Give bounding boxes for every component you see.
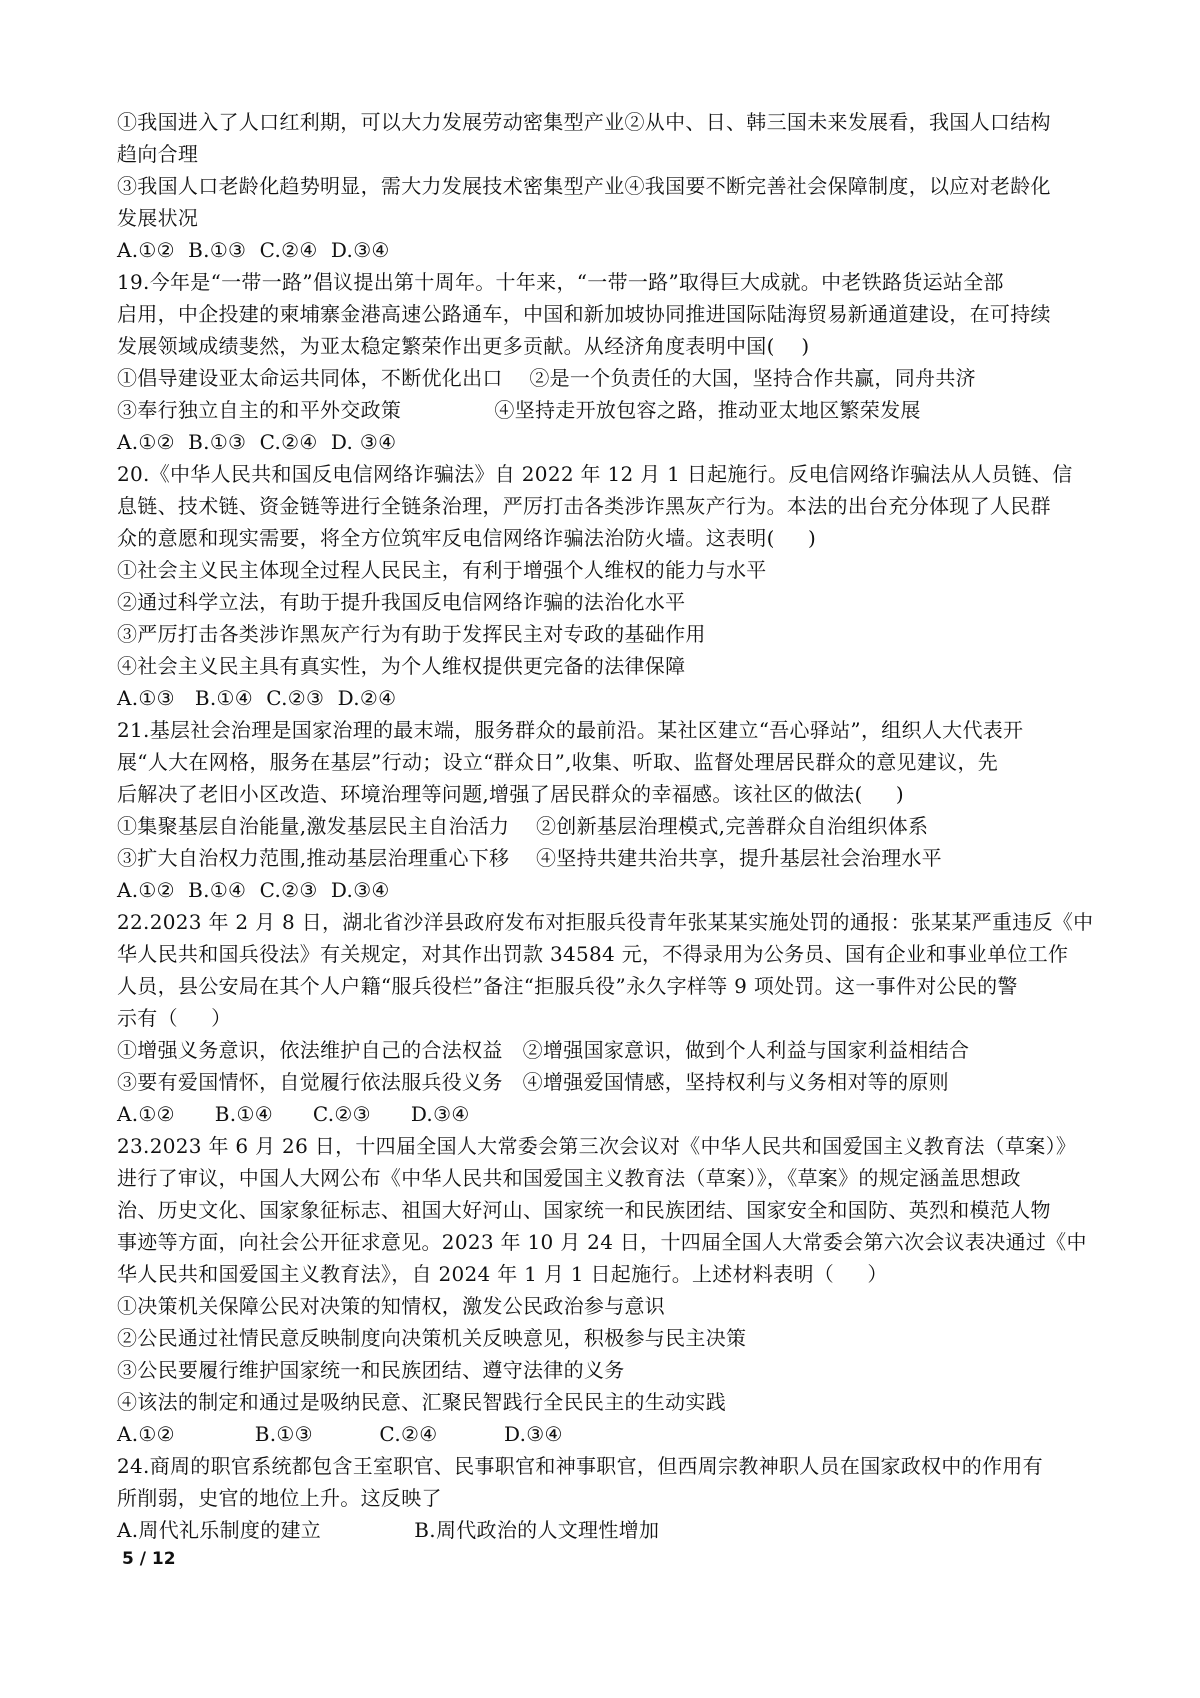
answer-options: A.①② B.①④ C.②③ D.③④ <box>117 878 390 902</box>
text-line: 人员，县公安局在其个人户籍“服兵役栏”备注“拒服兵役”永久字样等 9 项处罚。这一事件对公民的警 <box>117 974 1018 998</box>
text-line: ①倡导建设亚太命运共同体，不断优化出口 ②是一个负责任的大国，坚持合作共赢，同舟共济 <box>117 366 976 390</box>
text-line: ②公民通过社情民意反映制度向决策机关反映意见，积极参与民主决策 <box>117 1326 747 1350</box>
answer-options: A.①③ B.①④ C.②③ D.②④ <box>117 686 397 710</box>
text-line: 众的意愿和现实需要，将全方位筑牢反电信网络诈骗法治防火墙。这表明( ) <box>117 526 817 550</box>
text-line: 华人民共和国兵役法》有关规定，对其作出罚款 34584 元，不得录用为公务员、国有企业和事业单位工作 <box>117 942 1069 966</box>
text-line: ②通过科学立法，有助于提升我国反电信网络诈骗的法治化水平 <box>117 590 686 614</box>
question-21: 21.基层社会治理是国家治理的最末端，服务群众的最前沿。某社区建立“吾心驿站”，组织人大代表开 <box>117 718 1024 742</box>
text-line: ①决策机关保障公民对决策的知情权，激发公民政治参与意识 <box>117 1294 666 1318</box>
question-24: 24.商周的职官系统都包含王室职官、民事职官和神事职官，但西周宗教神职人员在国家政权中的作用有 <box>117 1454 1043 1478</box>
text-line: 趋向合理 <box>117 142 199 166</box>
text-line: 展“人大在网格，服务在基层”行动；设立“群众日”,收集、听取、监督处理居民群众的意见建议，先 <box>117 750 999 774</box>
text-line: ①我国进入了人口红利期，可以大力发展劳动密集型产业②从中、日、韩三国未来发展看，我国人口结构 <box>117 110 1051 134</box>
text-line: ③公民要履行维护国家统一和民族团结、遵守法律的义务 <box>117 1358 625 1382</box>
text-line: ③要有爱国情怀，自觉履行依法服兵役义务 ④增强爱国情感，坚持权利与义务相对等的原则 <box>117 1070 949 1094</box>
text-line: 所削弱，史官的地位上升。这反映了 <box>117 1486 442 1510</box>
text-line: ③我国人口老龄化趋势明显，需大力发展技术密集型产业④我国要不断完善社会保障制度，以应对老龄化 <box>117 174 1051 198</box>
text-line: ①增强义务意识，依法维护自己的合法权益 ②增强国家意识，做到个人利益与国家利益相结合 <box>117 1038 970 1062</box>
text-line: ①社会主义民主体现全过程人民民主，有利于增强个人维权的能力与水平 <box>117 558 767 582</box>
answer-options: A.①② B.①③ C.②④ D.③④ <box>117 1422 563 1446</box>
answer-options: A.周代礼乐制度的建立 B.周代政治的人文理性增加 <box>117 1518 660 1542</box>
text-line: 进行了审议，中国人大网公布《中华人民共和国爱国主义教育法（草案）》，《草案》的规定涵盖思想政 <box>117 1166 1021 1190</box>
text-line: 后解决了老旧小区改造、环境治理等问题,增强了居民群众的幸福感。该社区的做法( ) <box>117 782 904 806</box>
answer-options: A.①② B.①③ C.②④ D. ③④ <box>117 430 397 454</box>
answer-options: A.①② B.①④ C.②③ D.③④ <box>117 1102 470 1126</box>
document-page <box>117 106 1097 1546</box>
text-line: 发展状况 <box>117 206 199 230</box>
text-line: ③严厉打击各类涉诈黑灰产行为有助于发挥民主对专政的基础作用 <box>117 622 706 646</box>
page-number: 5 / 12 <box>122 1549 176 1569</box>
text-line: ③奉行独立自主的和平外交政策 ④坚持走开放包容之路，推动亚太地区繁荣发展 <box>117 398 921 422</box>
text-line: 启用，中企投建的柬埔寨金港高速公路通车，中国和新加坡协同推进国际陆海贸易新通道建设，在可持续 <box>117 302 1051 326</box>
text-line: 华人民共和国爱国主义教育法》，自 2024 年 1 月 1 日起施行。上述材料表明（ ） <box>117 1262 888 1286</box>
answer-options: A.①② B.①③ C.②④ D.③④ <box>117 238 390 262</box>
text-line: 示有（ ） <box>117 1006 232 1030</box>
question-23: 23.2023 年 6 月 26 日，十四届全国人大常委会第三次会议对《中华人民共和国爱国主义教育法（草案）》 <box>117 1134 1077 1158</box>
question-20: 20.《中华人民共和国反电信网络诈骗法》自 2022 年 12 月 1 日起施行。反电信网络诈骗法从人员链、信 <box>117 462 1073 486</box>
text-line: ①集聚基层自治能量,激发基层民主自治活力 ②创新基层治理模式,完善群众自治组织体系 <box>117 814 929 838</box>
text-line: 发展领域成绩斐然，为亚太稳定繁荣作出更多贡献。从经济角度表明中国( ) <box>117 334 810 358</box>
text-line: 息链、技术链、资金链等进行全链条治理，严厉打击各类涉诈黑灰产行为。本法的出台充分体现了人民群 <box>117 494 1051 518</box>
text-line: 事迹等方面，向社会公开征求意见。2023 年 10 月 24 日，十四届全国人大常委会第六次会议表决通过《中 <box>117 1230 1087 1254</box>
text-line: ④该法的制定和通过是吸纳民意、汇聚民智践行全民民主的生动实践 <box>117 1390 726 1414</box>
text-line: ③扩大自治权力范围,推动基层治理重心下移 ④坚持共建共治共享，提升基层社会治理水平 <box>117 846 942 870</box>
question-22: 22.2023 年 2 月 8 日，湖北省沙洋县政府发布对拒服兵役青年张某某实施处罚的通报：张某某严重违反《中 <box>117 910 1094 934</box>
question-19: 19.今年是“一带一路”倡议提出第十周年。十年来，“一带一路”取得巨大成就。中老铁路货运站全部 <box>117 270 1004 294</box>
text-line: ④社会主义民主具有真实性，为个人维权提供更完备的法律保障 <box>117 654 686 678</box>
text-line: 治、历史文化、国家象征标志、祖国大好河山、国家统一和民族团结、国家安全和国防、英烈和模范人物 <box>117 1198 1051 1222</box>
